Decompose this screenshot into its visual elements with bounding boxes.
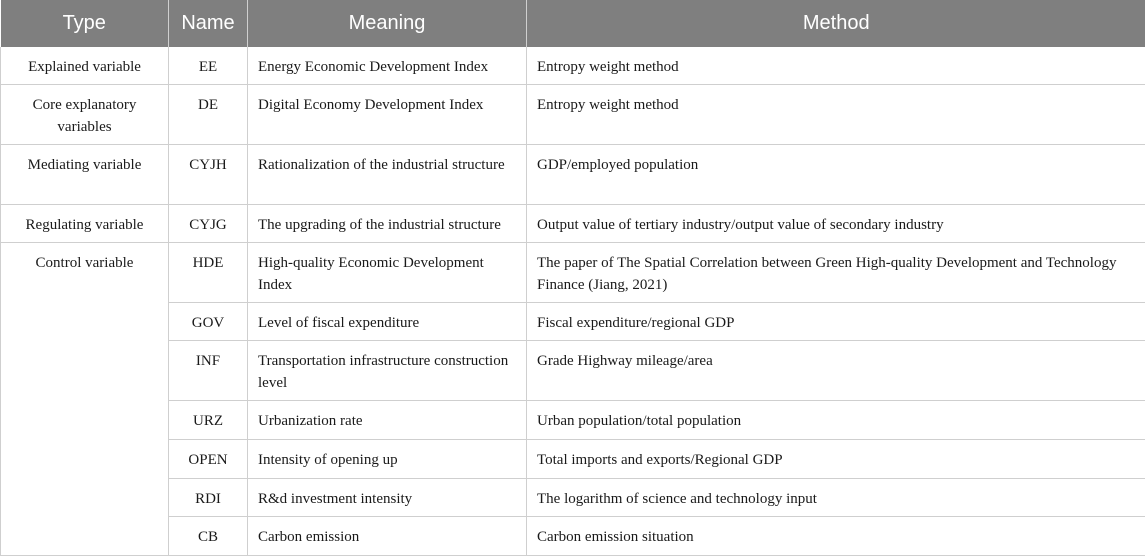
cell-type [1,517,169,556]
table-row [1,303,1145,341]
header-type: Type [1,0,169,47]
table-row [1,401,1145,440]
cell-type [1,479,169,517]
cell-method: Urban population/total population [527,401,1145,440]
table-row [1,47,1145,85]
cell-meaning: Energy Economic Development Index [248,47,527,85]
cell-meaning: Rationalization of the industrial structure [248,145,527,205]
table-body [1,47,1145,556]
cell-meaning: Carbon emission [248,517,527,556]
cell-meaning: R&d investment intensity [248,479,527,517]
header-meaning: Meaning [248,0,527,47]
cell-method: Entropy weight method [527,85,1145,145]
cell-method: Grade Highway mileage/area [527,341,1145,401]
table-row [1,85,1145,145]
table-row [1,341,1145,401]
table-row [1,479,1145,517]
cell-method: Total imports and exports/Regional GDP [527,440,1145,479]
cell-meaning: The upgrading of the industrial structure [248,205,527,243]
cell-name: CYJG [169,205,248,243]
cell-type [1,341,169,401]
cell-name: CYJH [169,145,248,205]
cell-type [1,303,169,341]
cell-method: The logarithm of science and technology input [527,479,1145,517]
cell-type: Regulating variable [1,205,169,243]
header-row [1,0,1145,47]
header-method: Method [527,0,1145,47]
table-row [1,440,1145,479]
cell-method: GDP/employed population [527,145,1145,205]
cell-type: Core explanatory variables [1,85,169,145]
cell-method: Carbon emission situation [527,517,1145,556]
cell-name: EE [169,47,248,85]
cell-type: Control variable [1,243,169,303]
cell-name: RDI [169,479,248,517]
cell-name: GOV [169,303,248,341]
cell-meaning: Transportation infrastructure construction level [248,341,527,401]
cell-meaning: Level of fiscal expenditure [248,303,527,341]
cell-name: HDE [169,243,248,303]
table-header [1,0,1145,47]
cell-meaning: Digital Economy Development Index [248,85,527,145]
cell-type: Explained variable [1,47,169,85]
cell-meaning: Intensity of opening up [248,440,527,479]
cell-name: DE [169,85,248,145]
cell-name: INF [169,341,248,401]
table-row [1,243,1145,303]
table-row [1,145,1145,205]
cell-method: The paper of The Spatial Correlation between Green High-quality Development and Technology Finance (Jiang, 2021) [527,243,1145,303]
table-row [1,205,1145,243]
cell-method: Entropy weight method [527,47,1145,85]
cell-name: URZ [169,401,248,440]
cell-type [1,440,169,479]
table-row [1,517,1145,556]
cell-method: Output value of tertiary industry/output value of secondary industry [527,205,1145,243]
cell-name: CB [169,517,248,556]
cell-type: Mediating variable [1,145,169,205]
cell-type [1,401,169,440]
cell-meaning: Urbanization rate [248,401,527,440]
cell-method: Fiscal expenditure/regional GDP [527,303,1145,341]
cell-name: OPEN [169,440,248,479]
header-name: Name [169,0,248,47]
cell-meaning: High-quality Economic Development Index [248,243,527,303]
